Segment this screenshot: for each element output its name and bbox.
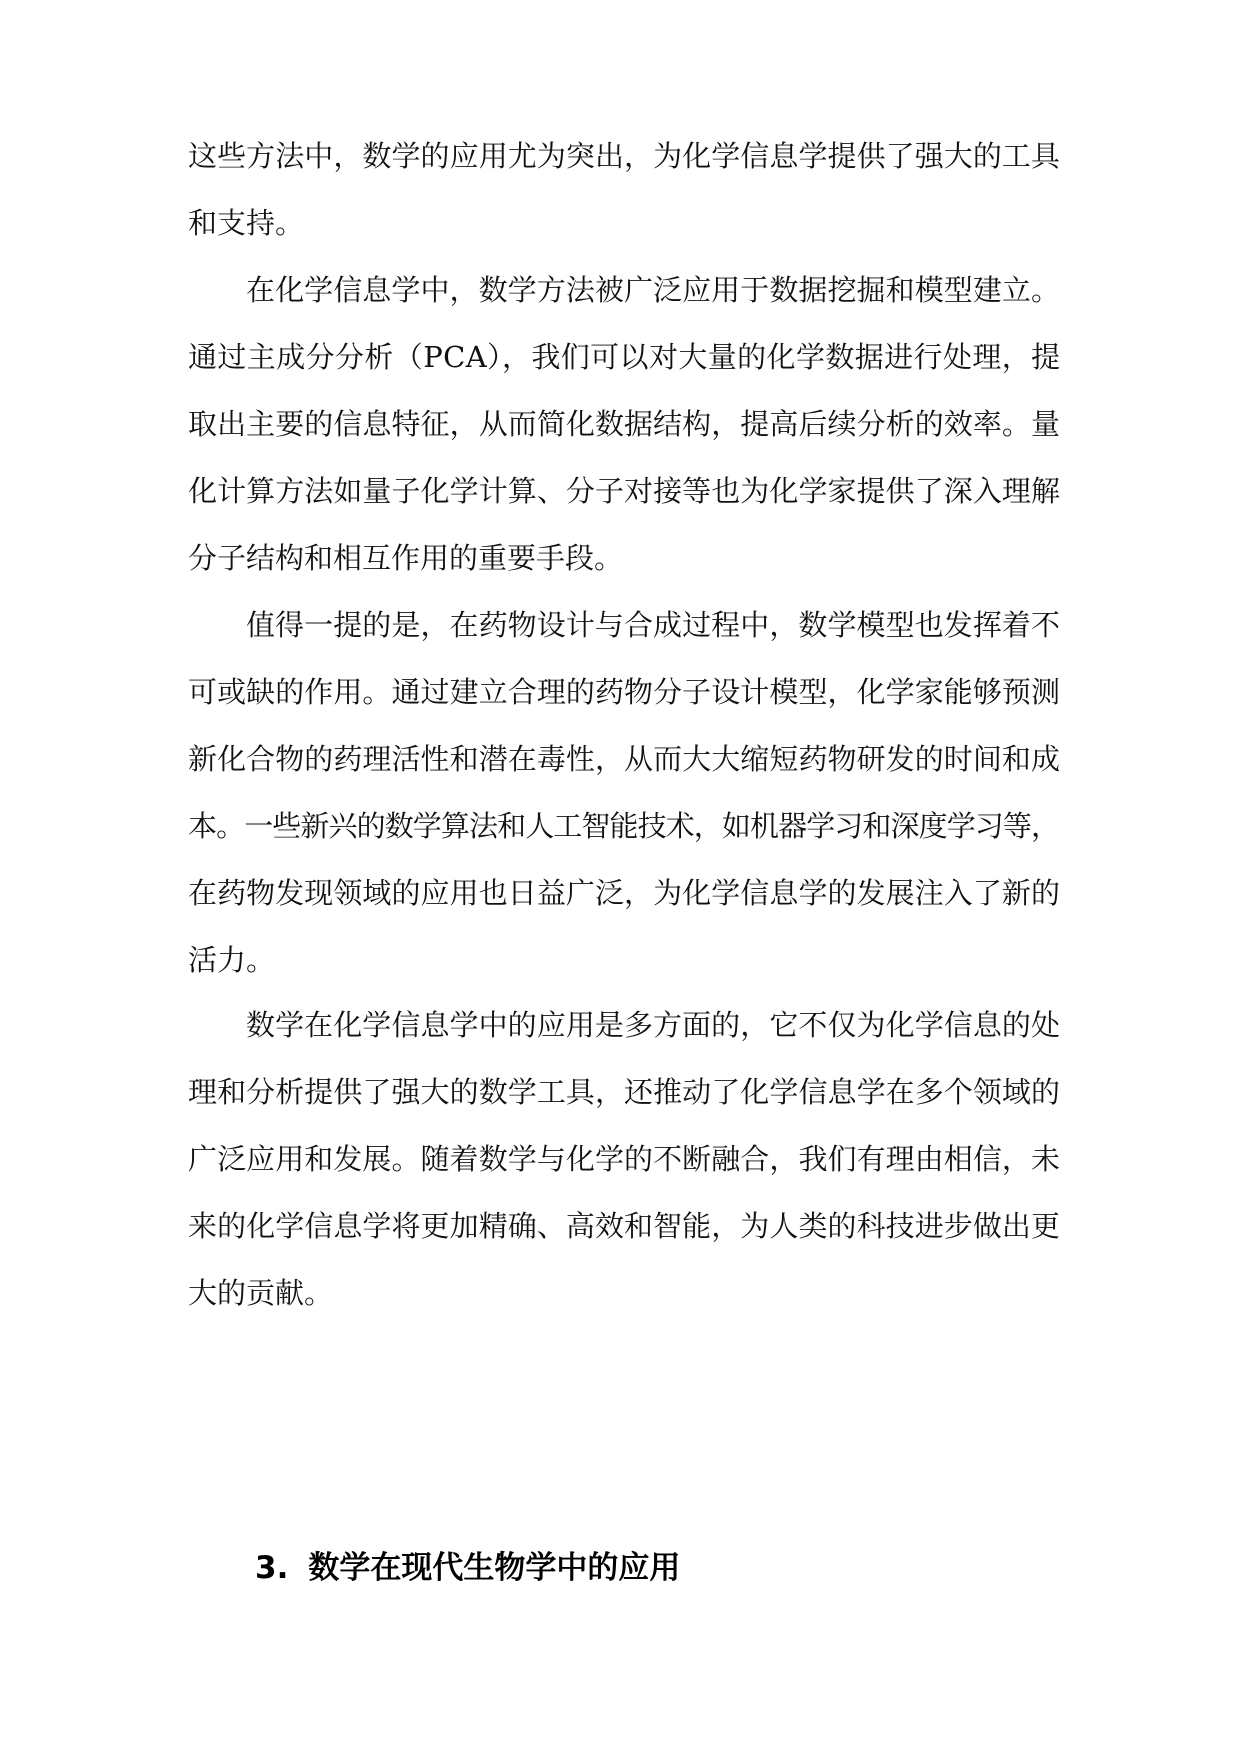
- section-number: 3.: [255, 1550, 289, 1586]
- text-line: 来的化学信息学将更加精确、高效和智能，为人类的科技进步做出更: [188, 1209, 1061, 1243]
- text-line: 可或缺的作用。通过建立合理的药物分子设计模型，化学家能够预测: [188, 675, 1061, 709]
- text-line: 通过主成分分析（PCA），我们可以对大量的化学数据进行处理，提: [188, 340, 1061, 374]
- text-line: 新化合物的药理活性和潜在毒性，从而大大缩短药物研发的时间和成: [188, 742, 1061, 776]
- text-line: 和支持。: [188, 206, 305, 240]
- text-line: 理和分析提供了强大的数学工具，还推动了化学信息学在多个领域的: [188, 1075, 1061, 1109]
- text-line: 值得一提的是，在药物设计与合成过程中，数学模型也发挥着不: [246, 608, 1061, 642]
- text-line: 本。一些新兴的数学算法和人工智能技术，如机器学习和深度学习等，: [188, 809, 1060, 843]
- text-line: 这些方法中，数学的应用尤为突出，为化学信息学提供了强大的工具: [188, 139, 1061, 173]
- text-line: 化计算方法如量子化学计算、分子对接等也为化学家提供了深入理解: [188, 474, 1061, 508]
- text-line: 数学在化学信息学中的应用是多方面的，它不仅为化学信息的处: [246, 1008, 1061, 1042]
- text-line: 在化学信息学中，数学方法被广泛应用于数据挖掘和模型建立。: [246, 273, 1061, 307]
- section-title: 数学在现代生物学中的应用: [308, 1550, 681, 1586]
- text-line: 大的贡献。: [188, 1276, 334, 1310]
- section-heading: [255, 1546, 680, 1590]
- text-line: 活力。: [188, 943, 276, 977]
- text-line: 在药物发现领域的应用也日益广泛，为化学信息学的发展注入了新的: [188, 876, 1061, 910]
- text-line: 取出主要的信息特征，从而简化数据结构，提高后续分析的效率。量: [188, 407, 1061, 441]
- text-line: 广泛应用和发展。随着数学与化学的不断融合，我们有理由相信，未: [188, 1142, 1061, 1176]
- text-line: 分子结构和相互作用的重要手段。: [188, 541, 624, 575]
